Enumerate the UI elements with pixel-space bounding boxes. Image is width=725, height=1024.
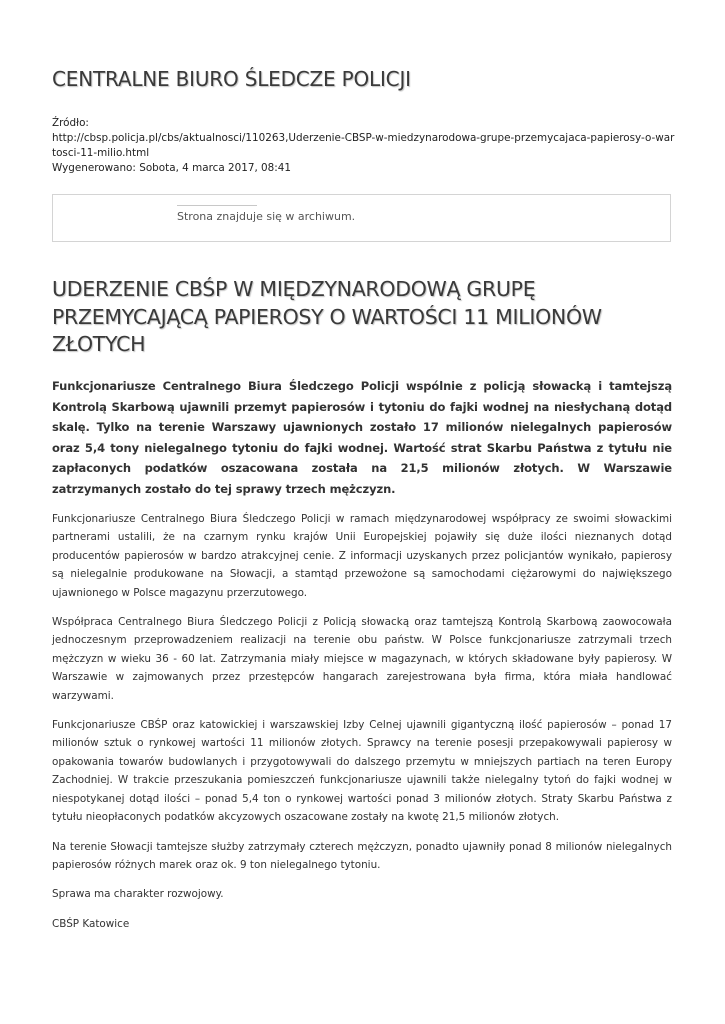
archive-notice-box [52,194,671,242]
article-paragraph: Na terenie Słowacji tamtejsze służby zatrzymały czterech mężczyzn, ponadto ujawniły ponad 8 milionów nielegalnych papierosów różnych marek oraz ok. 9 ton nielegalnego tytoniu. [52,840,672,871]
archive-notice: Strona znajduje się w archiwum. [177,210,356,223]
article-title: UDERZENIE CBŚP W MIĘDZYNARODOWĄ GRUPĘ PRZEMYCAJĄCĄ PAPIEROSY O WARTOŚCI 11 MILIONÓW ZŁOTYCH [52,277,602,356]
article-paragraph: Funkcjonariusze CBŚP oraz katowickiej i warszawskiej Izby Celnej ujawnili gigantyczną ilość papierosów – ponad 17 milionów sztuk o rynkowej wartości 11 milionów złotych. Sprawcy na terenie posesji przepakowywali papierosy w opakowania towarów budowlanych i przygotowywali do dalszego przemytu w mniejszych partiach na teren Europy Zachodniej. W trakcie przeszukania pomieszczeń funkcjonariusze ujawnili także nielegalny tytoń do fajki wodnej w niespotykanej dotąd ilości – ponad 5,4 ton o rynkowej wartości ponad 3 milionów złotych. Straty Skarbu Państwa z tytułu nieopłaconych podatków akcyzowych oszacowane zostały na kwotę 21,5 milionów złotych. [52,719,672,824]
site-title: CENTRALNE BIURO ŚLEDCZE POLICJI [52,67,411,91]
archive-divider [177,205,257,206]
article-lead: Funkcjonariusze Centralnego Biura Śledczego Policji wspólnie z policją słowacką i tamtejszą Kontrolą Skarbową ujawnili przemyt papierosów i tytoniu do fajki wodnej na niesłychaną dotąd skalę. Tylko na terenie Warszawy ujawnionych zostało 17 milionów nielegalnych papierosów oraz 5,4 tony nielegalnego tytoniu do fajki wodnej. Wartość strat Skarbu Państwa z tytułu nie zapłaconych podatków oszacowana została na 21,5 milionów złotych. W Warszawie zatrzymanych zostało do tej sprawy trzech mężczyzn. [52,379,672,496]
article-signature: CBŚP Katowice [52,917,130,930]
article-paragraph: Współpraca Centralnego Biura Śledczego Policji z Policją słowacką oraz tamtejszą Kontrolą Skarbową zaowocowała jednoczesnym przeprowadzeniem realizacji na terenie obu państw. W Polsce funkcjonariusze zatrzymali trzech mężczyzn w wieku 36 - 60 lat. Zatrzymania miały miejsce w magazynach, w których składowane były papierosy. W Warszawie w zajmowanych przez przestępców hangarach zarejestrowana była firma, która miała handlować warzywami. [52,616,672,702]
source-url[interactable]: http://cbsp.policja.pl/cbs/aktualnosci/110263,Uderzenie-CBSP-w-miedzynarodowa-grupe-przemycajaca-papierosy-o-wartosci-11-milio.html [52,132,675,159]
article-paragraph: Sprawa ma charakter rozwojowy. [52,888,224,901]
source-label: Źródło: [52,117,89,129]
article-body [52,510,672,944]
generated-timestamp: Wygenerowano: Sobota, 4 marca 2017, 08:41 [52,162,291,174]
source-meta [52,116,677,176]
article-paragraph: Funkcjonariusze Centralnego Biura Śledczego Policji w ramach międzynarodowej współpracy ze swoimi słowackimi partnerami ustalili, że na czarnym rynku krajów Unii Europejskiej pojawiły się duże ilości nieznanych dotąd producentów papierosów w bardzo atrakcyjnej cenie. Z informacji uzyskanych przez policjantów wynikało, papierosy są nielegalnie produkowane na Słowacji, a stamtąd przewożone są samochodami ciężarowymi do największego ujawnionego w Polsce magazynu przerzutowego. [52,513,672,599]
